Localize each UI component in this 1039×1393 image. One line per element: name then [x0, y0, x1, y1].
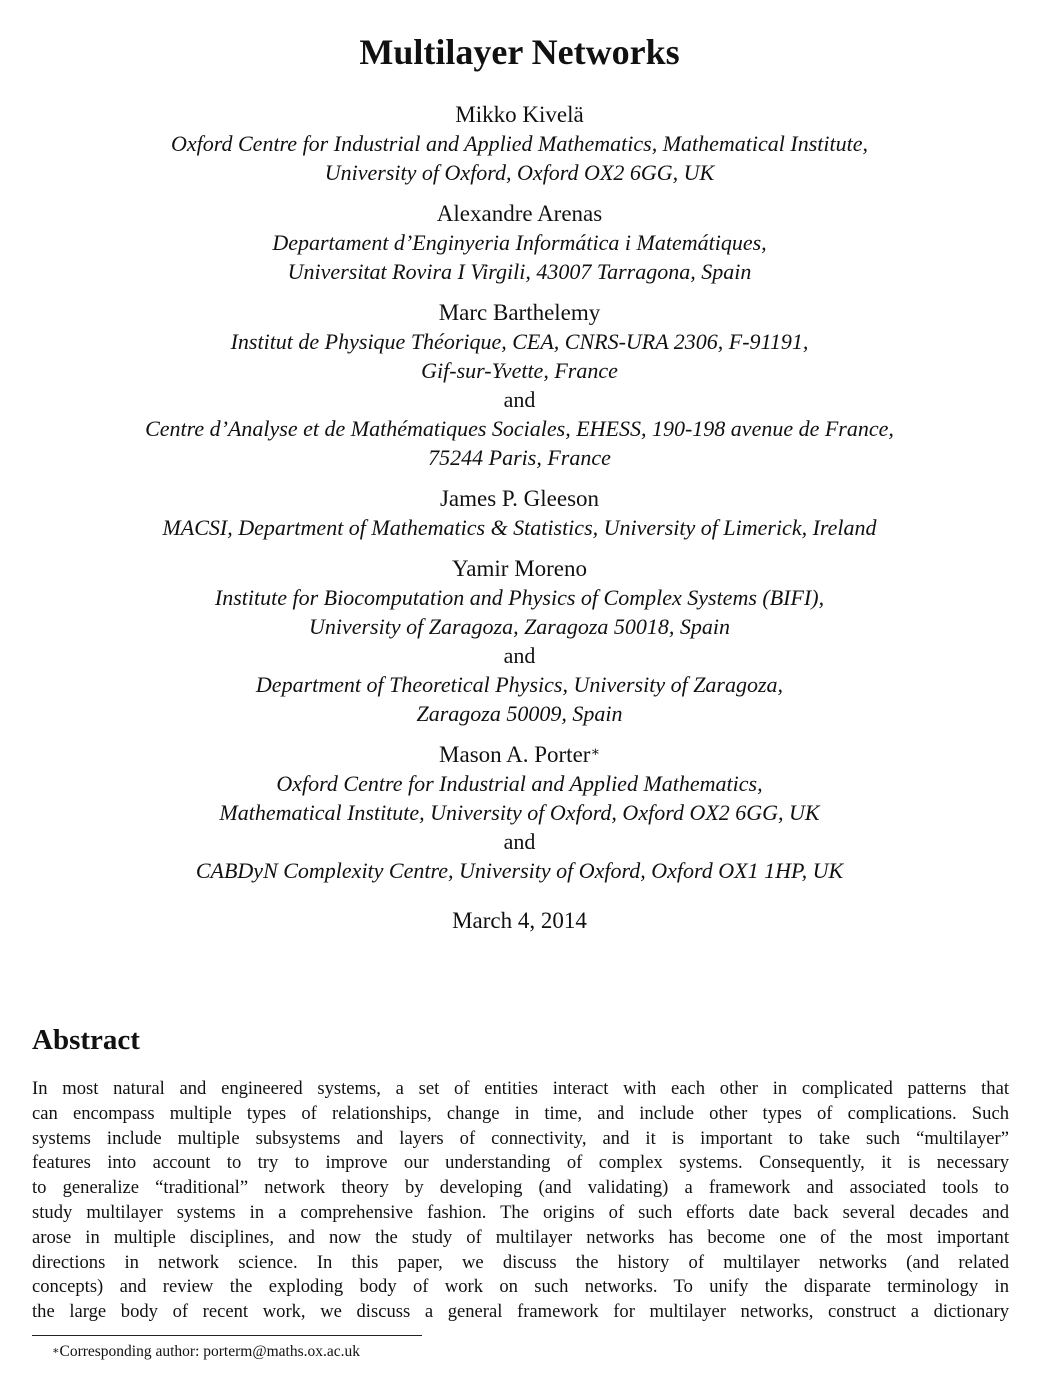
corresponding-author-marker: ∗ [590, 745, 600, 760]
author-name [0, 484, 1039, 513]
affiliation-separator: and [503, 643, 536, 668]
abstract-line: systems include multiple subsystems and layers of connectivity, and it is important to take such “multilayer” [32, 1127, 1009, 1149]
affiliation [0, 856, 1039, 885]
author-name-text: Yamir Moreno [451, 556, 588, 581]
author-name-text: James P. Gleeson [439, 486, 600, 511]
author-block [0, 484, 1039, 542]
author-list [0, 100, 1039, 897]
affiliation-line: Zaragoza 50009, Spain [416, 701, 623, 726]
affiliation-line: Centre d’Analyse et de Mathématiques Sociales, EHESS, 190-198 avenue de France, [145, 416, 894, 441]
affiliation-line: Departament d’Enginyeria Informática i Matemátiques, [272, 230, 767, 255]
affiliation-separator: and [503, 829, 536, 854]
affiliation-line: Department of Theoretical Physics, University of Zaragoza, [255, 672, 784, 697]
affiliation-line: Universitat Rovira I Virgili, 43007 Tarragona, Spain [287, 259, 752, 284]
author-name-text: Alexandre Arenas [436, 201, 603, 226]
affiliation [0, 583, 1039, 641]
affiliation-line: University of Zaragoza, Zaragoza 50018, Spain [308, 614, 731, 639]
author-name-text: Marc Barthelemy [438, 300, 601, 325]
affiliation [0, 228, 1039, 286]
affiliation [0, 414, 1039, 472]
abstract-line: directions in network science. In this paper, we discuss the history of multilayer networks (and related [32, 1251, 1009, 1273]
author-name [0, 199, 1039, 228]
affiliation [0, 513, 1039, 542]
abstract-line: concepts) and review the exploding body of work on such networks. To unify the disparate terminology in [32, 1276, 1009, 1298]
affiliation-line: Oxford Centre for Industrial and Applied Mathematics, Mathematical Institute, [171, 131, 868, 156]
paper-title: Multilayer Networks [359, 32, 680, 72]
affiliation-line: 75244 Paris, France [428, 445, 611, 470]
abstract-line: In most natural and engineered systems, a set of entities interact with each other in complicated patterns that [32, 1078, 1009, 1099]
author-block [0, 740, 1039, 885]
abstract-line: can encompass multiple types of relationships, change in time, and include other types of complications. Such [32, 1102, 1009, 1124]
footnote [52, 1342, 360, 1362]
affiliation-line: Gif-sur-Yvette, France [421, 358, 618, 383]
abstract-line: arose in multiple disciplines, and now the study of multilayer networks has become one of the most important [32, 1226, 1009, 1248]
author-name [0, 740, 1039, 769]
affiliation-line: MACSI, Department of Mathematics & Statistics, University of Limerick, Ireland [162, 515, 877, 540]
abstract-line: study multilayer systems in a comprehensive fashion. The origins of such efforts date back several decades and [32, 1201, 1009, 1223]
footnote-marker: ∗ [52, 1345, 60, 1357]
affiliation-separator: and [503, 387, 536, 412]
author-block [0, 100, 1039, 187]
affiliation-line: Institute for Biocomputation and Physics of Complex Systems (BIFI), [214, 585, 825, 610]
abstract-line: to generalize “traditional” network theory by developing (and validating) a framework and associated tools to [32, 1177, 1009, 1199]
publication-date: March 4, 2014 [452, 908, 587, 933]
affiliation-line: University of Oxford, Oxford OX2 6GG, UK [324, 160, 715, 185]
affiliation [0, 670, 1039, 728]
author-block [0, 298, 1039, 472]
affiliation [0, 129, 1039, 187]
author-name [0, 100, 1039, 129]
affiliation [0, 769, 1039, 827]
abstract-heading: Abstract [32, 1024, 140, 1056]
author-name-text: Mason A. Porter [439, 742, 591, 767]
abstract-line: features into account to try to improve our understanding of complex systems. Consequently, it is necessary [32, 1152, 1009, 1174]
affiliation [0, 327, 1039, 385]
affiliation-line: Oxford Centre for Industrial and Applied Mathematics, [276, 771, 763, 796]
author-block [0, 554, 1039, 728]
affiliation-line: Institut de Physique Théorique, CEA, CNRS-URA 2306, F-91191, [230, 329, 809, 354]
author-name [0, 554, 1039, 583]
author-name-text: Mikko Kivelä [455, 102, 584, 127]
abstract-text [32, 1077, 1009, 1325]
author-name [0, 298, 1039, 327]
footnote-rule [32, 1335, 422, 1336]
author-block [0, 199, 1039, 286]
affiliation-line: Mathematical Institute, University of Oxford, Oxford OX2 6GG, UK [219, 800, 820, 825]
footnote-text: Corresponding author: porterm@maths.ox.ac.uk [59, 1343, 361, 1360]
abstract-line: the large body of recent work, we discuss a general framework for multilayer networks, construct a dictionary [32, 1301, 1009, 1323]
affiliation-line: CABDyN Complexity Centre, University of Oxford, Oxford OX1 1HP, UK [195, 858, 844, 883]
